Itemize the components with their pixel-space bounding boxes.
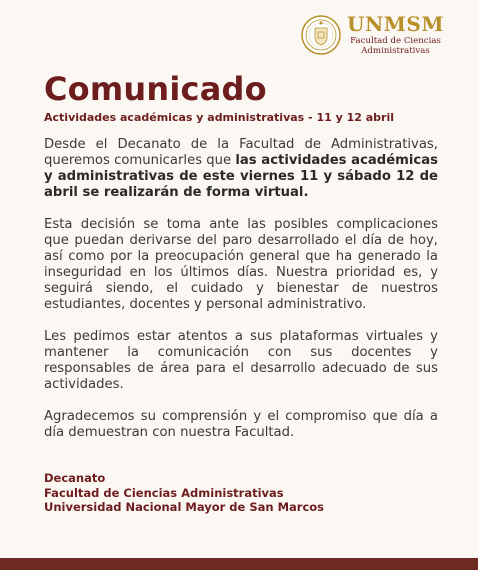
signature-line-3: Universidad Nacional Mayor de San Marcos	[44, 500, 325, 514]
paragraph-1-bold: las actividades académicas y administrativas de este viernes 11 y sábado 12 de abril se realizarán de forma virtual.	[44, 153, 438, 200]
paragraph-3: Les pedimos estar atentos a sus plataformas virtuales y mantener la comunicación con sus docentes y responsables de área para el desarrollo adecuado de sus actividades.	[44, 329, 438, 392]
body-text	[44, 137, 438, 457]
paragraph-1	[44, 137, 438, 201]
brand-sub-line2: Administrativas	[361, 45, 430, 56]
paragraph-1-text: Desde el Decanato de la Facultad de Administrativas, queremos comunicarles que	[44, 137, 438, 168]
paragraph-2: Esta decisión se toma ante las posibles complicaciones que puedan derivarse del paro desarrollado el día de hoy, así como por la preocupación general que ha generado la inseguridad en los últimos días. Nuestra prioridad es, y seguirá siendo, el cuidado y bienestar de nuestros estudiantes, docentes y personal administrativo.	[44, 217, 438, 312]
brand-block	[347, 14, 444, 57]
signature-line-1: Decanato	[44, 471, 106, 485]
brand-sub-line1: Facultad de Ciencias	[350, 36, 441, 46]
brand-name: UNMSM	[347, 12, 444, 36]
page-title: Comunicado	[44, 70, 267, 108]
brand-subtitle	[350, 37, 441, 57]
footer-bar	[0, 558, 478, 570]
signature-block	[44, 471, 324, 515]
header-logo	[301, 14, 444, 57]
university-seal-icon	[301, 15, 341, 55]
signature-line-2: Facultad de Ciencias Administrativas	[44, 485, 284, 500]
paragraph-4: Agradecemos su comprensión y el compromiso que día a día demuestran con nuestra Facultad.	[44, 409, 438, 440]
page-subtitle: Actividades académicas y administrativas - 11 y 12 abril	[44, 111, 394, 124]
